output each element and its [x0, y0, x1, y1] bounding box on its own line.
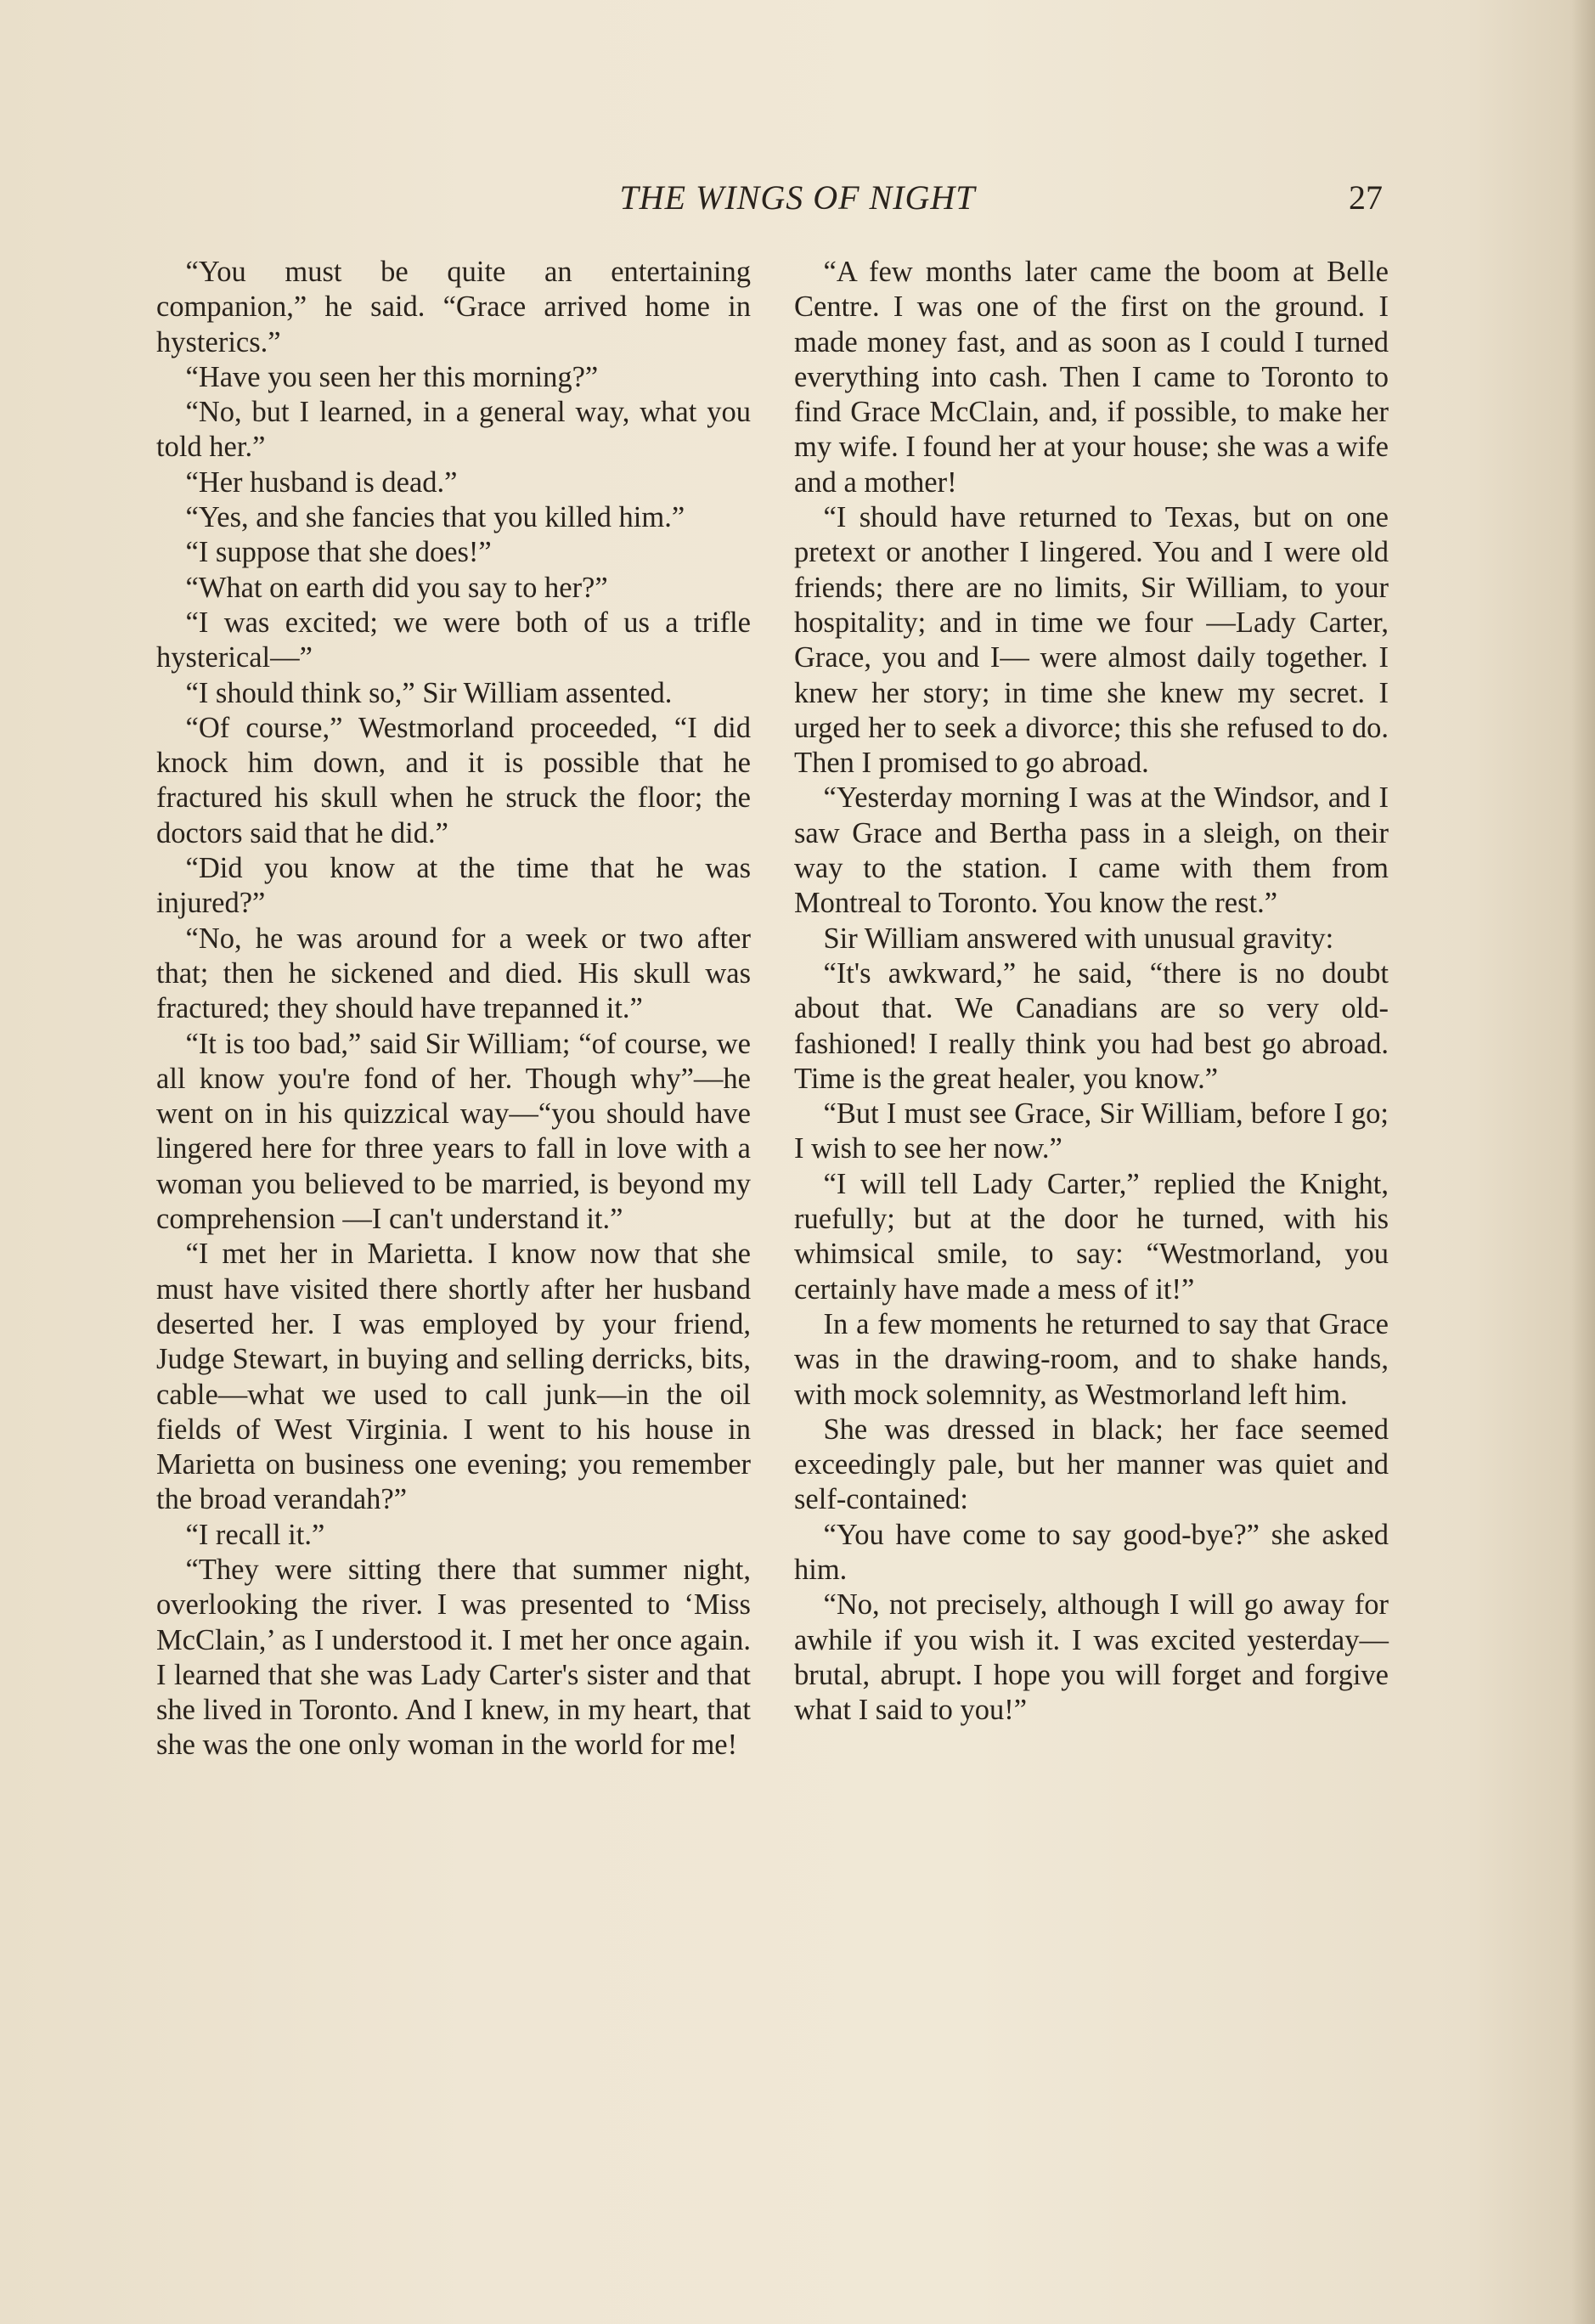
paragraph: “I recall it.” [185, 1518, 325, 1551]
paragraph: Sir William answered with unusual gravity: [823, 922, 1334, 955]
paragraph: “They were sitting there that summer night, overlooking the river. I was presented to ‘Miss McClain,’ as I understood it. I met her once again. I learned that she was Lady Carter's sister and that she lived in Toronto. And I knew, in my heart, that she was the one only woman in the world for me! [156, 1553, 751, 1762]
paragraph: “I was excited; we were both of us a trifle hysterical—” [156, 606, 751, 674]
paragraph: “Yes, and she fancies that you killed him.” [185, 501, 685, 534]
paragraph: “Have you seen her this morning?” [185, 360, 599, 393]
paragraph: “I met her in Marietta. I know now that she must have visited there shortly after her husband deserted her. I was employed by your friend, Judge Stewart, in buying and selling derricks, bits, cable—what we used to call junk—in the oil fields of West Virginia. I went to his house in Marietta on business one evening; you remember the broad verandah?” [156, 1238, 751, 1516]
page-edge-shadow [1571, 0, 1595, 2324]
paragraph: “Yesterday morning I was at the Windsor, and I saw Grace and Bertha pass in a sleigh, on their way to the station. I came with them from Montreal to Toronto. You know the rest.” [794, 781, 1389, 920]
paragraph: In a few moments he returned to say that Grace was in the drawing-room, and to shake hands, with mock solemnity, as Westmorland left him. [794, 1307, 1389, 1411]
paragraph: “I should have returned to Texas, but on one pretext or another I lingered. You and I were old friends; there are no limits, Sir William, to your hospitality; and in time we four —Lady Carter, Grace, you and I— were almost daily together. I knew her story; in time she knew my secret. I urged her to seek a divorce; this she refused to do. Then I promised to go abroad. [794, 501, 1389, 780]
paragraph: “You must be quite an entertaining companion,” he said. “Grace arrived home in hysterics.” [156, 256, 751, 358]
paragraph: “You have come to say good-bye?” she asked him. [794, 1518, 1389, 1586]
paragraph: “I should think so,” Sir William assented. [185, 676, 673, 709]
right-text-column [794, 255, 1389, 1728]
paragraph: “Her husband is dead.” [185, 465, 458, 499]
paragraph: “Of course,” Westmorland proceeded, “I did knock him down, and it is possible that he fractured his skull when he struck the floor; the doctors said that he did.” [156, 711, 751, 849]
paragraph: “I suppose that she does!” [185, 536, 492, 569]
paragraph: “No, but I learned, in a general way, what you told her.” [156, 396, 751, 464]
paragraph: “No, not precisely, although I will go away for awhile if you wish it. I was excited yesterday—brutal, abrupt. I hope you will forget and forgive what I said to you!” [794, 1588, 1389, 1727]
paragraph: “It's awkward,” he said, “there is no doubt about that. We Canadians are so very old-fashioned! I really think you had best go abroad. Time is the great healer, you know.” [794, 956, 1389, 1095]
paragraph: “What on earth did you say to her?” [185, 571, 608, 604]
running-title: THE WINGS OF NIGHT [619, 178, 976, 217]
paragraph: “It is too bad,” said Sir William; “of course, we all know you're fond of her. Though why”—he went on in his quizzical way—“you should have lingered here for three years to fall in love with a woman you believed to be married, is beyond my comprehension —I can't understand it.” [156, 1027, 751, 1236]
page-number: 27 [1349, 178, 1383, 217]
paragraph: “But I must see Grace, Sir William, before I go; I wish to see her now.” [794, 1097, 1389, 1165]
paragraph: “A few months later came the boom at Belle Centre. I was one of the first on the ground. I made money fast, and as soon as I could I turned everything into cash. Then I came to Toronto to find Grace McClain, and, if possible, to make her my wife. I found her at your house; she was a wife and a mother! [794, 256, 1389, 499]
paragraph: “Did you know at the time that he was injured?” [156, 852, 751, 920]
paragraph: “I will tell Lady Carter,” replied the Knight, ruefully; but at the door he turned, with his whimsical smile, to say: “Westmorland, you certainly have made a mess of it!” [794, 1167, 1389, 1306]
paragraph: “No, he was around for a week or two after that; then he sickened and died. His skull was fractured; they should have trepanned it.” [156, 922, 751, 1025]
paragraph: She was dressed in black; her face seemed exceedingly pale, but her manner was quiet and self-contained: [794, 1413, 1389, 1516]
left-text-column [156, 255, 751, 1763]
